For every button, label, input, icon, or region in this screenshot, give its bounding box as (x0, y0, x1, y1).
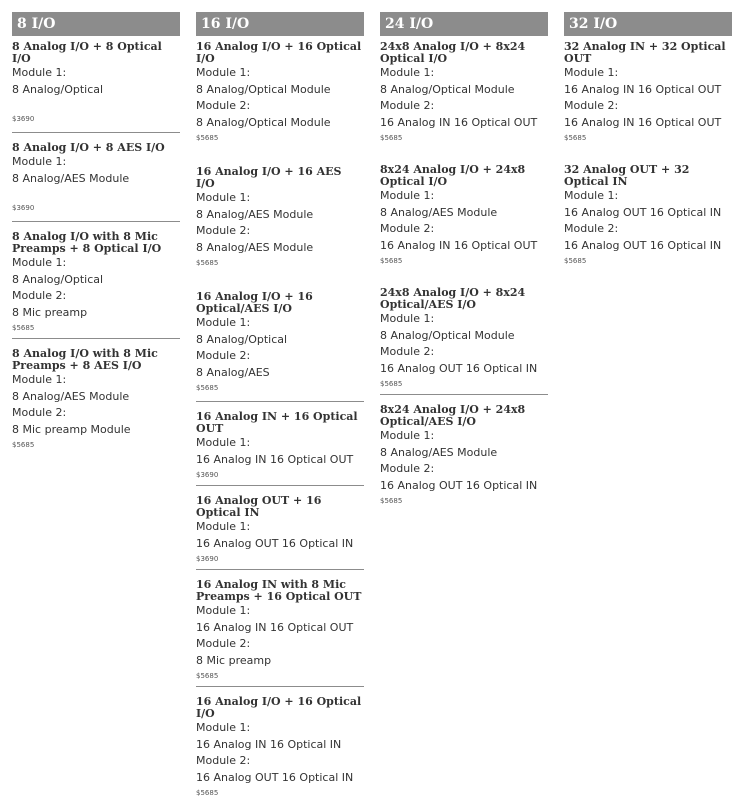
module-value: 16 Analog IN 16 Optical OUT (380, 115, 538, 129)
module-value: 8 Analog/AES Module (380, 445, 498, 459)
module-label: Module 2: (380, 99, 435, 112)
module-value: 16 Analog IN 16 Optical OUT (564, 115, 722, 129)
column-24-io (380, 12, 548, 520)
product-title[interactable]: 8 Analog I/O with 8 Mic Preamps + 8 AES I/O (12, 347, 158, 372)
product-price: $5685 (12, 324, 35, 332)
module-label: Module 2: (196, 349, 251, 362)
module-value: 16 Analog IN 16 Optical OUT (196, 452, 354, 466)
product-price: $5685 (196, 789, 219, 797)
product-item[interactable] (12, 41, 180, 133)
product-price: $5685 (196, 259, 219, 267)
module-value: 8 Analog/Optical Module (380, 82, 515, 96)
product-price: $5685 (380, 134, 403, 142)
product-item[interactable] (564, 164, 732, 278)
module-value: 16 Analog OUT 16 Optical IN (196, 536, 354, 550)
module-value: 8 Analog/Optical (196, 332, 288, 346)
module-label: Module 2: (12, 406, 67, 419)
product-title[interactable]: 16 Analog I/O + 16 Optical I/O (196, 40, 362, 65)
product-title[interactable]: 8 Analog I/O + 8 AES I/O (12, 141, 165, 154)
module-label: Module 2: (380, 462, 435, 475)
module-label: Module 1: (380, 66, 435, 79)
module-value: 8 Analog/AES Module (196, 207, 314, 221)
column-8-io (12, 12, 180, 464)
module-label: Module 1: (12, 155, 67, 168)
product-title[interactable]: 8x24 Analog I/O + 24x8 Optical I/O (380, 163, 526, 188)
module-value: 8 Analog/AES Module (12, 171, 130, 185)
module-label: Module 1: (564, 66, 619, 79)
module-value: 16 Analog OUT 16 Optical IN (380, 478, 538, 492)
module-value: 8 Analog/Optical Module (196, 82, 331, 96)
module-value: 8 Mic preamp (12, 305, 88, 319)
module-value: 16 Analog OUT 16 Optical IN (564, 205, 722, 219)
product-item[interactable] (196, 696, 364, 803)
module-label: Module 1: (196, 316, 251, 329)
module-label: Module 1: (564, 189, 619, 202)
product-price: $5685 (564, 257, 587, 265)
product-price: $5685 (12, 441, 35, 449)
product-title[interactable]: 16 Analog OUT + 16 Optical IN (196, 494, 322, 519)
product-item[interactable] (196, 411, 364, 486)
module-label: Module 2: (564, 99, 619, 112)
module-label: Module 2: (196, 224, 251, 237)
module-label: Module 1: (12, 66, 67, 79)
module-label: Module 1: (380, 189, 435, 202)
module-label: Module 1: (196, 721, 251, 734)
product-price: $5685 (196, 384, 219, 392)
module-value: 8 Analog/AES Module (196, 240, 314, 254)
product-price: $5685 (196, 672, 219, 680)
module-value: 16 Analog OUT 16 Optical IN (380, 361, 538, 375)
module-label: Module 1: (12, 256, 67, 269)
product-title[interactable]: 8 Analog I/O with 8 Mic Preamps + 8 Optical I/O (12, 230, 162, 255)
module-value: 16 Analog IN 16 Optical OUT (564, 82, 722, 96)
product-title[interactable]: 32 Analog IN + 32 Optical OUT (564, 40, 726, 65)
product-item[interactable] (12, 348, 180, 455)
product-title[interactable]: 16 Analog I/O + 16 AES I/O (196, 165, 342, 190)
product-item[interactable] (196, 495, 364, 570)
product-item[interactable] (196, 41, 364, 157)
product-title[interactable]: 8 Analog I/O + 8 Optical I/O (12, 40, 162, 65)
product-price: $5685 (380, 497, 403, 505)
module-label: Module 2: (196, 637, 251, 650)
product-item[interactable] (12, 142, 180, 222)
product-item[interactable] (12, 231, 180, 339)
column-32-io (564, 12, 732, 287)
product-price: $5685 (380, 380, 403, 388)
module-value: 8 Analog/AES Module (380, 205, 498, 219)
module-value: 16 Analog OUT 16 Optical IN (564, 238, 722, 252)
product-item[interactable] (196, 579, 364, 687)
product-item[interactable] (380, 41, 548, 155)
module-value: 8 Analog/AES (196, 365, 270, 379)
module-label: Module 1: (380, 429, 435, 442)
module-label: Module 2: (564, 222, 619, 235)
product-price: $3690 (196, 471, 219, 479)
module-value: 16 Analog OUT 16 Optical IN (196, 770, 354, 784)
module-label: Module 1: (196, 191, 251, 204)
product-title[interactable]: 24x8 Analog I/O + 8x24 Optical/AES I/O (380, 286, 526, 311)
column-header: 16 I/O (196, 12, 364, 36)
product-title[interactable]: 16 Analog IN with 8 Mic Preamps + 16 Optical OUT (196, 578, 362, 603)
product-item[interactable] (564, 41, 732, 155)
column-header: 8 I/O (12, 12, 180, 36)
product-price: $3690 (12, 115, 35, 123)
product-price: $3690 (196, 555, 219, 563)
module-label: Module 2: (12, 289, 67, 302)
product-item[interactable] (380, 404, 548, 511)
product-item[interactable] (196, 166, 364, 282)
module-label: Module 2: (196, 754, 251, 767)
product-title[interactable]: 16 Analog I/O + 16 Optical/AES I/O (196, 290, 313, 315)
product-title[interactable]: 8x24 Analog I/O + 24x8 Optical/AES I/O (380, 403, 526, 428)
module-label: Module 1: (196, 604, 251, 617)
product-item[interactable] (380, 287, 548, 395)
module-value: 8 Analog/Optical Module (196, 115, 331, 129)
product-item[interactable] (380, 164, 548, 278)
module-label: Module 2: (380, 222, 435, 235)
product-title[interactable]: 24x8 Analog I/O + 8x24 Optical I/O (380, 40, 526, 65)
module-value: 16 Analog IN 16 Optical OUT (196, 620, 354, 634)
module-label: Module 1: (380, 312, 435, 325)
product-title[interactable]: 16 Analog IN + 16 Optical OUT (196, 410, 358, 435)
module-value: 8 Analog/Optical (12, 82, 104, 96)
column-16-io (196, 12, 364, 812)
module-label: Module 1: (196, 436, 251, 449)
product-price: $5685 (564, 134, 587, 142)
product-title[interactable]: 32 Analog OUT + 32 Optical IN (564, 163, 690, 188)
column-header: 32 I/O (564, 12, 732, 36)
product-price: $3690 (12, 204, 35, 212)
module-label: Module 2: (196, 99, 251, 112)
product-title[interactable]: 16 Analog I/O + 16 Optical I/O (196, 695, 362, 720)
module-value: 8 Analog/AES Module (12, 389, 130, 403)
column-header: 24 I/O (380, 12, 548, 36)
module-label: Module 1: (196, 520, 251, 533)
product-item[interactable] (196, 291, 364, 402)
module-label: Module 1: (12, 373, 67, 386)
module-value: 8 Mic preamp Module (12, 422, 131, 436)
module-label: Module 1: (196, 66, 251, 79)
module-label: Module 2: (380, 345, 435, 358)
module-value: 16 Analog IN 16 Optical IN (196, 737, 342, 751)
module-value: 8 Mic preamp (196, 653, 272, 667)
module-value: 16 Analog IN 16 Optical OUT (380, 238, 538, 252)
module-value: 8 Analog/Optical Module (380, 328, 515, 342)
module-value: 8 Analog/Optical (12, 272, 104, 286)
product-price: $5685 (196, 134, 219, 142)
product-price: $5685 (380, 257, 403, 265)
